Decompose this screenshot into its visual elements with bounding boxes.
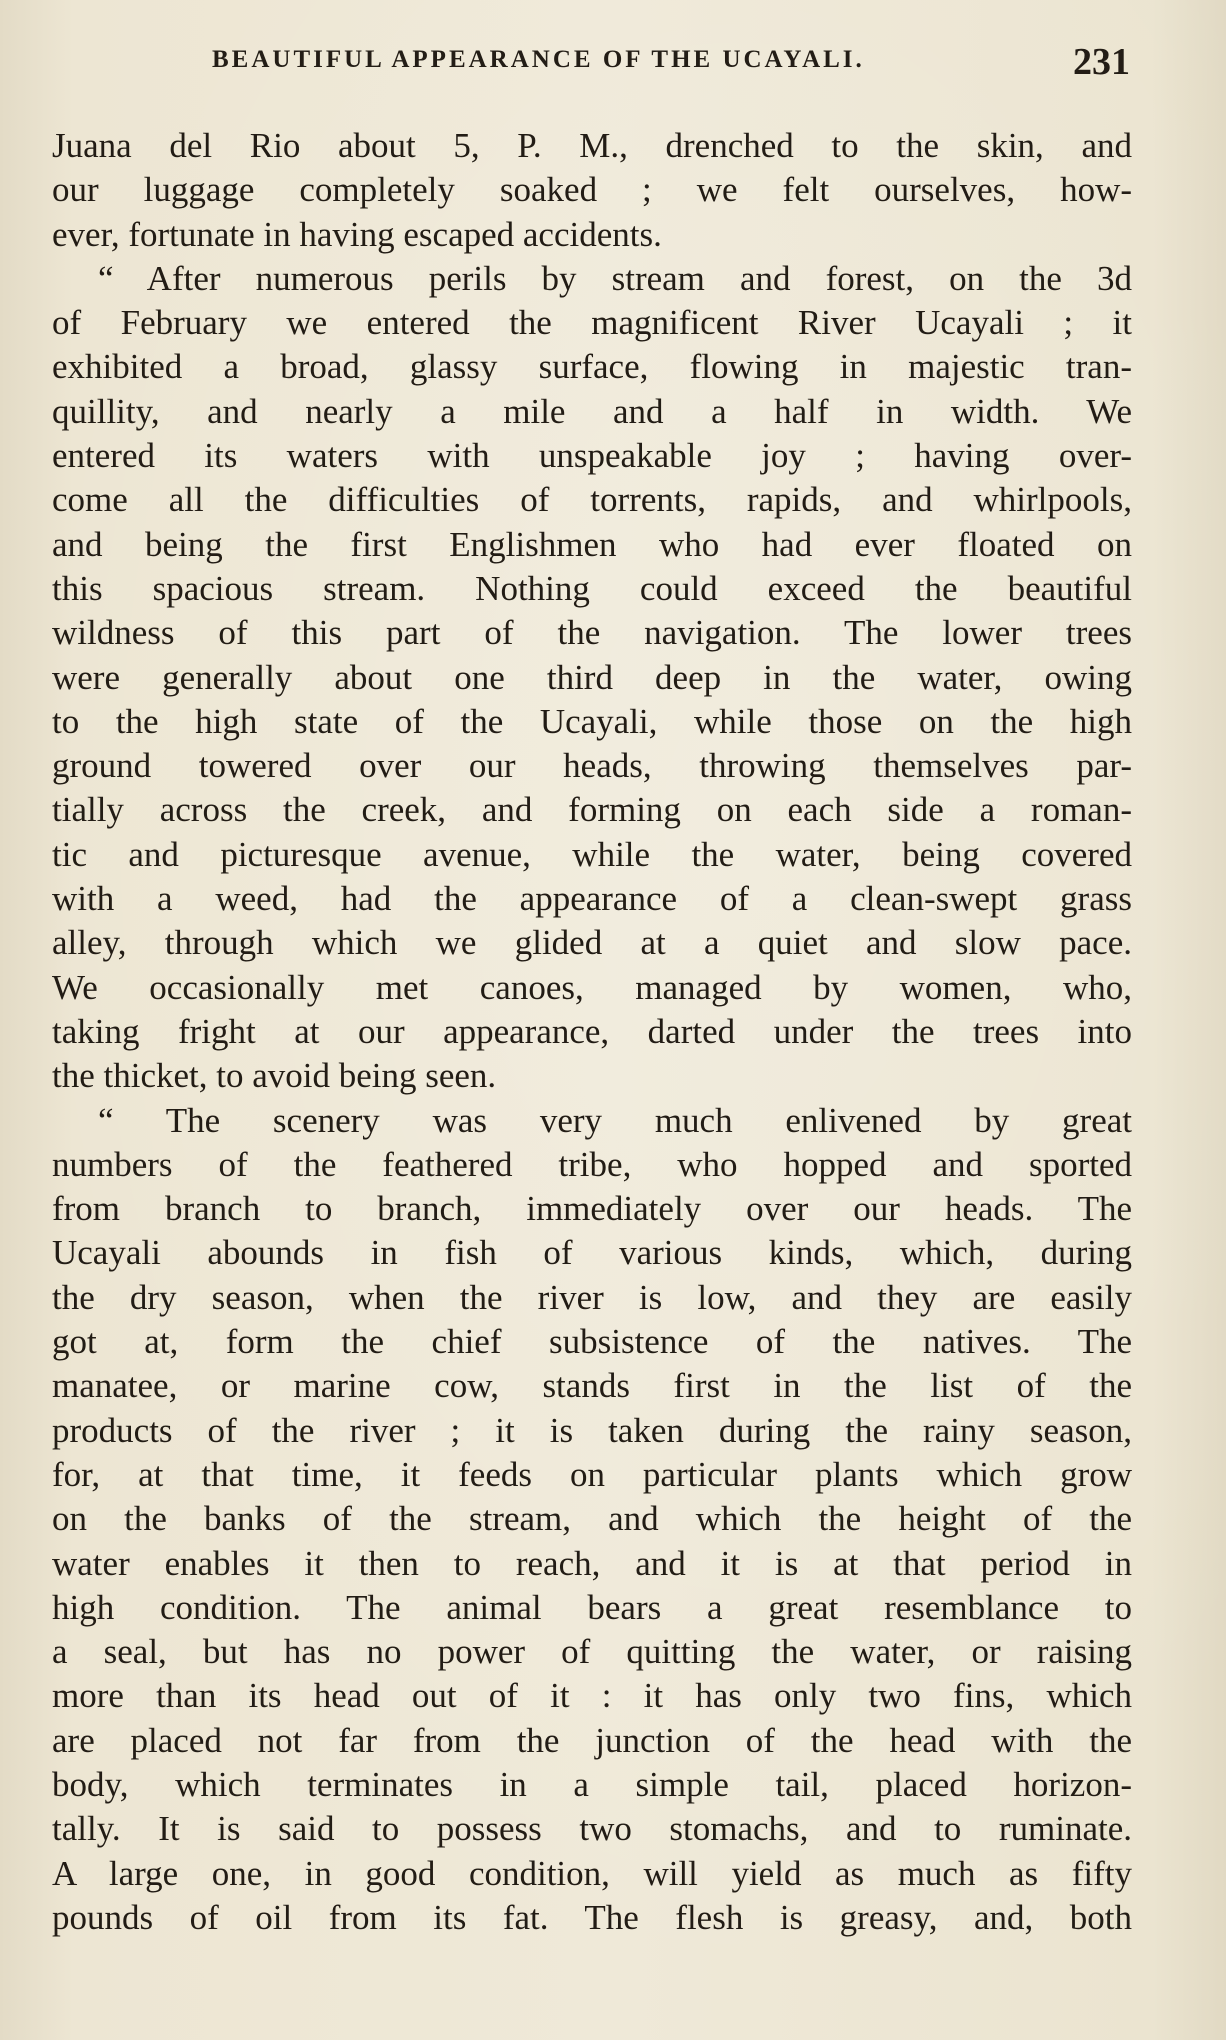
text-line: products of the river ; it is taken during the rainy season, xyxy=(52,1410,1132,1450)
text-line: were generally about one third deep in the water, owing xyxy=(52,657,1132,697)
text-line: taking fright at our appearance, darted under the trees into xyxy=(52,1011,1132,1051)
text-line: come all the difficulties of torrents, rapids, and whirlpools, xyxy=(52,480,1132,520)
text-line: of February we entered the magnificent River Ucayali ; it xyxy=(52,303,1132,343)
text-line: water enables it then to reach, and it is at that period in xyxy=(52,1543,1132,1583)
text-line: with a weed, had the appearance of a clean-swept grass xyxy=(52,879,1132,919)
text-line: numbers of the feathered tribe, who hopped and sported xyxy=(52,1144,1132,1184)
text-line: exhibited a broad, glassy surface, flowing in majestic tran- xyxy=(52,347,1132,387)
text-line: a seal, but has no power of quitting the water, or raising xyxy=(52,1632,1132,1672)
text-line: “ The scenery was very much enlivened by great xyxy=(98,1100,1132,1140)
text-line: the thicket, to avoid being seen. xyxy=(52,1056,497,1096)
text-line: for, at that time, it feeds on particular plants which grow xyxy=(52,1454,1132,1494)
text-line: ground towered over our heads, throwing themselves par- xyxy=(52,746,1132,786)
running-title: BEAUTIFUL APPEARANCE OF THE UCAYALI. xyxy=(212,46,865,73)
text-line: on the banks of the stream, and which the height of the xyxy=(52,1499,1132,1539)
text-line: pounds of oil from its fat. The flesh is greasy, and, both xyxy=(52,1897,1132,1937)
page-number: 231 xyxy=(1073,41,1130,83)
text-line: are placed not far from the junction of the head with the xyxy=(52,1720,1132,1760)
text-line: A large one, in good condition, will yield as much as fifty xyxy=(52,1853,1132,1893)
text-line: entered its waters with unspeakable joy ; having over- xyxy=(52,436,1132,476)
body-text xyxy=(52,124,1132,1940)
text-line: quillity, and nearly a mile and a half in width. We xyxy=(52,391,1132,431)
text-line: Juana del Rio about 5, P. M., drenched to the skin, and xyxy=(52,126,1132,165)
text-line: this spacious stream. Nothing could exceed the beautiful xyxy=(52,568,1132,608)
running-head xyxy=(212,40,1130,84)
text-line: We occasionally met canoes, managed by women, who, xyxy=(52,967,1132,1007)
text-line: “ After numerous perils by stream and forest, on the 3d xyxy=(98,258,1132,298)
text-line: ever, fortunate in having escaped accidents. xyxy=(52,214,662,254)
text-line: Ucayali abounds in fish of various kinds, which, during xyxy=(52,1233,1132,1273)
text-line: the dry season, when the river is low, and they are easily xyxy=(52,1277,1132,1317)
text-line: got at, form the chief subsistence of the natives. The xyxy=(52,1322,1132,1362)
text-line: and being the first Englishmen who had ever floated on xyxy=(52,524,1132,564)
text-line: our luggage completely soaked ; we felt ourselves, how- xyxy=(52,170,1132,210)
text-line: from branch to branch, immediately over our heads. The xyxy=(52,1189,1132,1229)
text-line: tic and picturesque avenue, while the water, being covered xyxy=(52,834,1132,874)
text-line: body, which terminates in a simple tail, placed horizon- xyxy=(52,1764,1132,1804)
text-line: more than its head out of it : it has only two fins, which xyxy=(52,1676,1132,1716)
text-line: manatee, or marine cow, stands first in the list of the xyxy=(52,1366,1132,1406)
text-line: wildness of this part of the navigation. The lower trees xyxy=(52,613,1132,653)
text-line: alley, through which we glided at a quiet and slow pace. xyxy=(52,923,1132,963)
text-line: tially across the creek, and forming on each side a roman- xyxy=(52,790,1132,830)
text-line: high condition. The animal bears a great resemblance to xyxy=(52,1587,1132,1627)
text-line: to the high state of the Ucayali, while those on the high xyxy=(52,701,1132,741)
text-line: tally. It is said to possess two stomachs, and to ruminate. xyxy=(52,1809,1132,1849)
